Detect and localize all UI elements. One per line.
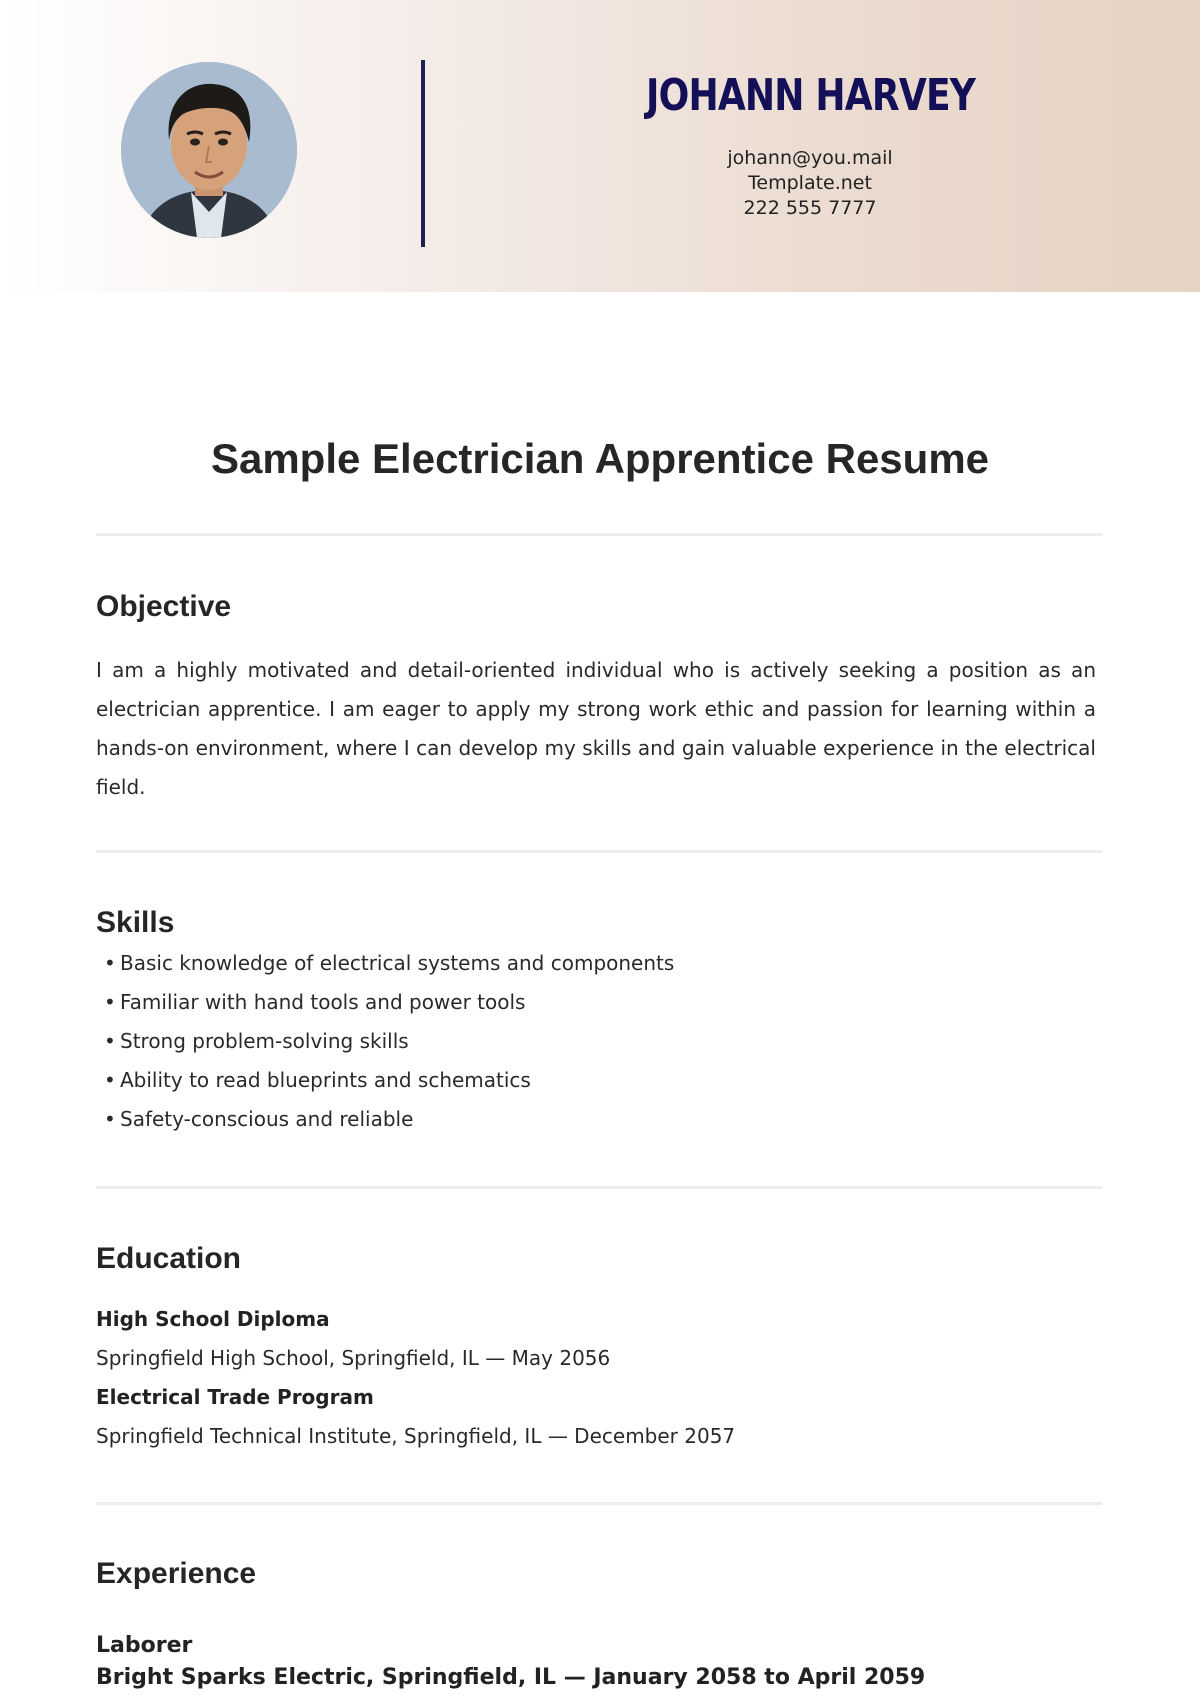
list-item: • Strong problem-solving skills (104, 1029, 409, 1053)
email-address: johann@you.mail (727, 147, 893, 169)
list-item: • Safety-conscious and reliable (104, 1107, 414, 1131)
list-item: • Familiar with hand tools and power tools (104, 990, 526, 1014)
experience-title: Laborer (96, 1633, 193, 1658)
experience-detail: Bright Sparks Electric, Springfield, IL — January 2058 to April 2059 (96, 1665, 926, 1690)
header-divider (421, 60, 425, 247)
skill-text: Safety-conscious and reliable (120, 1107, 414, 1131)
document-title: Sample Electrician Apprentice Resume (210, 435, 990, 482)
skill-text: Ability to read blueprints and schematics (120, 1068, 531, 1092)
education-heading: Education (96, 1242, 242, 1275)
objective-heading: Objective (96, 590, 232, 623)
objective-text: I am a highly motivated and detail-oriented individual who is actively seeking a position as an electrician apprentice. I am eager to apply my strong work ethic and passion for learning within a hands-on environment, where I can develop my skills and gain valuable experience in the electrical field. (96, 658, 1096, 799)
section-divider (96, 1502, 1102, 1505)
education-title: Electrical Trade Program (96, 1385, 374, 1409)
section-divider (96, 850, 1102, 853)
section-divider (96, 1186, 1102, 1189)
education-detail: Springfield Technical Institute, Springfield, IL — December 2057 (96, 1424, 736, 1448)
website: Template.net (748, 172, 872, 194)
skill-text: Basic knowledge of electrical systems and components (120, 951, 675, 975)
candidate-name: JOHANN HARVEY (646, 70, 976, 121)
resume-header (0, 0, 1200, 292)
experience-heading: Experience (96, 1557, 257, 1590)
skills-heading: Skills (96, 906, 175, 939)
phone-number: 222 555 7777 (743, 197, 877, 219)
profile-photo (121, 62, 297, 238)
skills-list (104, 944, 674, 1139)
contact-block (610, 60, 1010, 221)
skill-text: Familiar with hand tools and power tools (120, 990, 526, 1014)
section-divider (96, 533, 1102, 536)
education-title: High School Diploma (96, 1307, 330, 1331)
skill-text: Strong problem-solving skills (120, 1029, 409, 1053)
profile-photo-image (121, 62, 297, 238)
list-item: • Basic knowledge of electrical systems and components (104, 951, 675, 975)
education-detail: Springfield High School, Springfield, IL — May 2056 (96, 1346, 611, 1370)
list-item: • Ability to read blueprints and schematics (104, 1068, 531, 1092)
